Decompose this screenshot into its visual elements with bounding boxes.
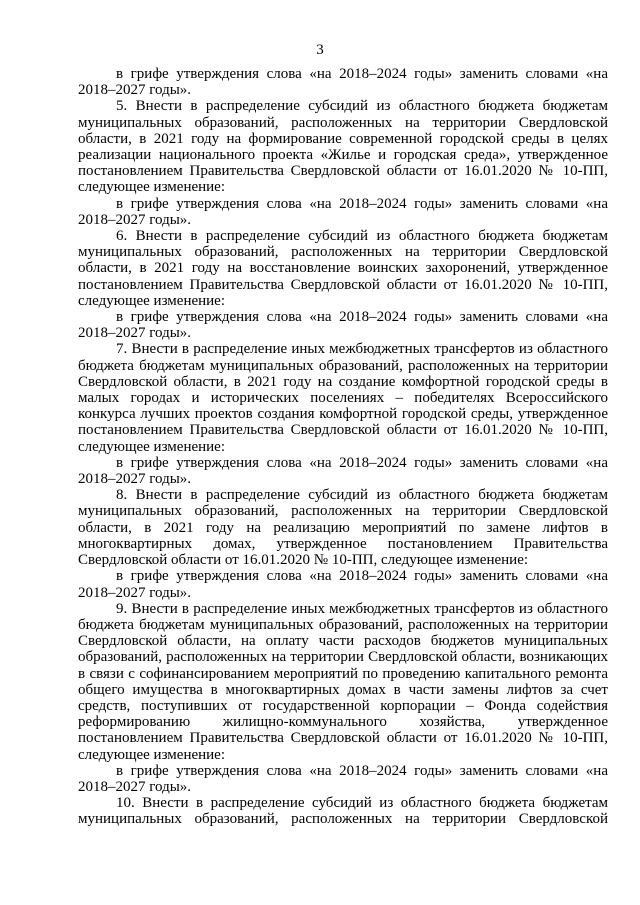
paragraph-item-6: 6. Внести в распределение субсидий из областного бюджета бюджетам муниципальных образований, расположенных на территории Свердловской области, в 2021 году на восстановление воинских захоронений, утвержденное постановлением Правительства Свердловской области от 16.01.2020 № 10-ПП, следующее изменение: bbox=[78, 228, 608, 309]
paragraph-item-8: 8. Внести в распределение субсидий из областного бюджета бюджетам муниципальных образований, расположенных на территории Свердловской области, в 2021 году на реализацию мероприятий по замене лифтов в многоквартирных домах, утвержденное постановлением Правительства Свердловской области от 16.01.2020 № 10-ПП, следующее изменение: bbox=[78, 487, 608, 569]
paragraph-item-7-change: в грифе утверждения слова «на 2018–2024 годы» заменить словами «на 2018–2027 годы». bbox=[78, 454, 608, 488]
page-number: 3 bbox=[316, 42, 324, 58]
paragraph-item-5: 5. Внести в распределение субсидий из областного бюджета бюджетам муниципальных образований, расположенных на территории Свердловской области, в 2021 году на формирование современной городской среды в целях реализации национального проекта «Жилье и городская среда», утвержденное постановлением Правительства Свердловской области от 16.01.2020 № 10-ПП, следующее изменение: bbox=[78, 98, 608, 196]
paragraph-item-6-change: в грифе утверждения слова «на 2018–2024 годы» заменить словами «на 2018–2027 годы». bbox=[78, 309, 608, 342]
paragraph-1: в грифе утверждения слова «на 2018–2024 годы» заменить словами «на 2018–2027 годы». bbox=[78, 66, 608, 99]
paragraph-item-7: 7. Внести в распределение иных межбюджетных трансфертов из областного бюджета бюджетам муниципальных образований, расположенных на территории Свердловской области, в 2021 году на создание комфортной городской среды в малых городах и исторических поселениях – победителях Всероссийского конкурса лучших проектов создания комфортной городской среды, утвержденное постановлением Правительства Свердловской области от 16.01.2020 № 10-ПП, следующее изменение: bbox=[78, 341, 608, 455]
paragraph-item-10: 10. Внести в распределение субсидий из областного бюджета бюджетам муниципальных образований, расположенных на территории Свердловской bbox=[78, 795, 608, 828]
paragraph-item-9-change: в грифе утверждения слова «на 2018–2024 годы» заменить словами «на 2018–2027 годы». bbox=[78, 762, 608, 795]
paragraph-item-8-change: в грифе утверждения слова «на 2018–2024 годы» заменить словами «на 2018–2027 годы». bbox=[78, 568, 608, 601]
paragraph-item-5-change: в грифе утверждения слова «на 2018–2024 годы» заменить словами «на 2018–2027 годы». bbox=[78, 195, 608, 228]
paragraph-item-9: 9. Внести в распределение иных межбюджетных трансфертов из областного бюджета бюджетам муниципальных образований, расположенных на территории Свердловской области, на оплату части расходов бюджетов муниципальных образований, расположенных на территории Свердловской области, возникающих в связи с софинансированием мероприятий по проведению капитального ремонта общего имущества в многоквартирных домах в части замены лифтов за счет средств, поступивших от государственной корпорации – Фонда содействия реформированию жилищно-коммунального хозяйства, утвержденное постановлением Правительства Свердловской области от 16.01.2020 № 10-ПП, следующее изменение: bbox=[78, 600, 608, 763]
document-body bbox=[78, 66, 608, 828]
